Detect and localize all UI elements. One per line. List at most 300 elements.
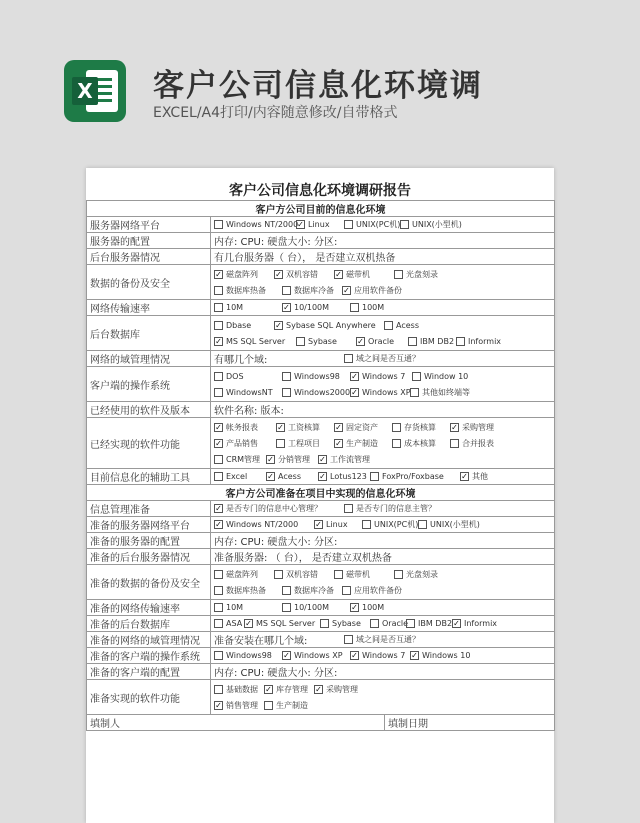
option[interactable] xyxy=(214,700,264,711)
checked-checkbox[interactable]: ✓ xyxy=(453,619,460,628)
options-line xyxy=(214,601,551,614)
table-row xyxy=(87,469,555,485)
option-label: Linux xyxy=(326,520,348,529)
option[interactable] xyxy=(356,337,408,346)
checkbox[interactable] xyxy=(214,570,223,579)
option[interactable] xyxy=(266,472,318,481)
checked-checkbox[interactable]: ✓ xyxy=(275,269,282,279)
options-line xyxy=(214,566,551,582)
option[interactable] xyxy=(392,422,450,433)
row-label: 已经实现的软件功能 xyxy=(87,418,211,469)
survey-table xyxy=(86,200,555,731)
section-header-row xyxy=(87,201,555,217)
option[interactable] xyxy=(318,454,388,465)
options-line xyxy=(214,435,551,451)
option-label: 库存管理 xyxy=(276,684,308,694)
checkbox[interactable] xyxy=(282,372,291,381)
option-label: UNIX(小型机) xyxy=(430,520,480,529)
option-label: 采购管理 xyxy=(326,684,358,694)
checkbox[interactable] xyxy=(362,520,371,529)
checkbox[interactable] xyxy=(344,635,353,644)
row-label: 客户端的操作系统 xyxy=(87,367,211,402)
option-label: 成本核算 xyxy=(404,438,436,448)
option-label: 双机容错 xyxy=(286,569,318,579)
option[interactable] xyxy=(350,603,410,612)
row-value xyxy=(211,249,555,265)
option[interactable] xyxy=(214,285,282,296)
checkbox[interactable] xyxy=(412,372,421,381)
table-row xyxy=(87,549,555,565)
checkbox[interactable] xyxy=(214,388,223,397)
option-label: 数据库热备 xyxy=(226,285,266,295)
option-label: FoxPro/Foxbase xyxy=(382,472,444,481)
fill-date-label: 填制日期 xyxy=(385,715,555,731)
checked-checkbox[interactable]: ✓ xyxy=(297,220,304,229)
checkbox[interactable] xyxy=(350,303,359,312)
row-value xyxy=(211,367,555,402)
banner xyxy=(0,0,640,160)
options-line xyxy=(214,582,551,598)
option-label: 磁带机 xyxy=(346,269,370,279)
option[interactable] xyxy=(344,353,444,364)
free-text: 内存: CPU: 硬盘大小: 分区: xyxy=(214,537,338,548)
checkbox[interactable] xyxy=(392,423,401,432)
option[interactable] xyxy=(214,651,282,660)
checkbox[interactable] xyxy=(344,504,353,513)
checked-checkbox[interactable]: ✓ xyxy=(245,619,252,628)
option[interactable] xyxy=(214,269,274,280)
option-label: Window 10 xyxy=(424,371,469,381)
option[interactable] xyxy=(452,619,500,628)
checked-checkbox[interactable]: ✓ xyxy=(335,422,342,432)
option-label: WindowsNT xyxy=(226,387,273,397)
checked-checkbox[interactable]: ✓ xyxy=(351,603,358,612)
option-label: 分销管理 xyxy=(278,454,310,464)
row-value xyxy=(211,565,555,600)
checked-checkbox[interactable]: ✓ xyxy=(215,422,222,432)
banner-subtitle: EXCEL/A4打印/内容随意修改/自带格式 xyxy=(153,105,398,121)
option[interactable] xyxy=(214,472,266,481)
option[interactable] xyxy=(334,569,394,580)
option-label: 数据库冷备 xyxy=(294,285,334,295)
option[interactable] xyxy=(342,285,422,296)
option[interactable] xyxy=(214,503,344,514)
table-row xyxy=(87,249,555,265)
option[interactable] xyxy=(264,684,314,695)
option-label: 销售管理 xyxy=(226,700,258,710)
row-label: 服务器网络平台 xyxy=(87,217,211,233)
option-label: Windows XP xyxy=(294,651,343,660)
option[interactable] xyxy=(214,454,266,465)
option-label: 100M xyxy=(362,603,385,612)
option[interactable] xyxy=(296,220,344,229)
inline-label: 有哪几个域: xyxy=(214,355,268,366)
option[interactable] xyxy=(214,569,274,580)
checked-checkbox[interactable]: ✓ xyxy=(319,472,326,481)
row-value xyxy=(211,600,555,616)
option[interactable] xyxy=(214,603,282,612)
table-row xyxy=(87,501,555,517)
options-line xyxy=(214,218,551,231)
option[interactable] xyxy=(214,438,276,449)
row-value xyxy=(211,265,555,300)
row-value xyxy=(211,316,555,351)
free-text: 内存: CPU: 硬盘大小: 分区: xyxy=(214,237,338,248)
option[interactable] xyxy=(450,422,506,433)
checkbox[interactable] xyxy=(406,619,415,628)
option[interactable] xyxy=(214,388,282,397)
option-label: Sybase xyxy=(332,619,361,628)
row-value xyxy=(211,217,555,233)
checked-checkbox[interactable]: ✓ xyxy=(315,520,322,529)
checked-checkbox[interactable]: ✓ xyxy=(215,520,222,529)
checkbox[interactable] xyxy=(320,619,329,628)
option[interactable] xyxy=(362,519,418,530)
checkbox[interactable] xyxy=(408,337,417,346)
option-label: Windows98 xyxy=(294,371,340,381)
option-label: 数据库冷备 xyxy=(294,585,334,595)
row-label: 准备的网络的域管理情况 xyxy=(87,632,211,648)
option[interactable] xyxy=(276,422,334,433)
row-label: 服务器的配置 xyxy=(87,233,211,249)
checkbox[interactable] xyxy=(274,570,283,579)
option-label: Sybase xyxy=(308,336,337,346)
checked-checkbox[interactable]: ✓ xyxy=(277,422,284,432)
option[interactable] xyxy=(282,303,350,312)
option[interactable] xyxy=(282,585,342,596)
checked-checkbox[interactable]: ✓ xyxy=(319,454,326,464)
option[interactable] xyxy=(408,337,456,346)
checkbox[interactable] xyxy=(342,586,351,595)
row-label: 网络的域管理情况 xyxy=(87,351,211,367)
option[interactable] xyxy=(214,585,282,596)
options-line xyxy=(214,681,551,697)
option[interactable] xyxy=(344,503,454,514)
document-sheet xyxy=(86,168,554,823)
checkbox[interactable] xyxy=(392,439,401,448)
option-label: Excel xyxy=(226,472,248,481)
option[interactable] xyxy=(394,269,454,280)
row-label: 后台数据库 xyxy=(87,316,211,351)
row-label: 数据的备份及安全 xyxy=(87,265,211,300)
table-row xyxy=(87,632,555,648)
option[interactable] xyxy=(214,303,282,312)
option-label: UNIX(小型机) xyxy=(412,220,462,229)
checkbox[interactable] xyxy=(282,586,291,595)
option[interactable] xyxy=(276,438,334,449)
option[interactable] xyxy=(266,454,318,465)
option[interactable] xyxy=(342,585,422,596)
options-line xyxy=(214,333,551,349)
option[interactable] xyxy=(214,520,314,529)
option[interactable] xyxy=(460,471,500,482)
options-line xyxy=(214,384,551,400)
document-title: 客户公司信息化环境调研报告 xyxy=(229,183,411,199)
checkbox[interactable] xyxy=(282,286,291,295)
checked-checkbox[interactable]: ✓ xyxy=(451,422,458,432)
option-label: IBM DB2 xyxy=(420,336,455,346)
section-title: 客户方公司目前的信息化环境 xyxy=(87,201,555,217)
checkbox[interactable] xyxy=(334,570,343,579)
table-row xyxy=(87,600,555,616)
option[interactable] xyxy=(214,372,282,381)
table-row xyxy=(87,233,555,249)
row-label: 准备实现的软件功能 xyxy=(87,680,211,715)
checkbox[interactable] xyxy=(450,439,459,448)
option-label: 固定资产 xyxy=(346,422,378,432)
row-label: 准备的服务器的配置 xyxy=(87,533,211,549)
option-label: Acess xyxy=(278,472,301,481)
filled-by-label: 填制人 xyxy=(87,715,385,731)
option[interactable] xyxy=(314,520,362,529)
option[interactable] xyxy=(350,372,412,381)
checked-checkbox[interactable]: ✓ xyxy=(335,269,342,279)
row-label: 准备的数据的备份及安全 xyxy=(87,565,211,600)
option-label: Windows 7 xyxy=(362,371,406,381)
table-row xyxy=(87,648,555,664)
option-label: Windows2000 xyxy=(294,387,351,397)
excel-letter: X xyxy=(72,77,98,105)
checkbox[interactable] xyxy=(214,321,223,330)
option[interactable] xyxy=(334,438,392,449)
option[interactable] xyxy=(214,337,296,346)
checkbox[interactable] xyxy=(214,303,223,312)
option-label: MS SQL Server xyxy=(256,619,316,628)
checkbox[interactable] xyxy=(344,354,353,363)
option-label: 光盘刻录 xyxy=(406,269,438,279)
checkbox[interactable] xyxy=(214,472,223,481)
checkbox[interactable] xyxy=(214,286,223,295)
row-value xyxy=(211,402,555,418)
checked-checkbox[interactable]: ✓ xyxy=(283,303,290,312)
option-label: DOS xyxy=(226,371,244,381)
table-row xyxy=(87,418,555,469)
inline-label: 准备安装在哪几个域: xyxy=(214,636,308,647)
option-label: 10M xyxy=(226,303,244,312)
option-label: 生产制造 xyxy=(276,700,308,710)
options-line xyxy=(214,282,551,298)
option-label: Lotus123 xyxy=(330,472,367,481)
option-label: 磁盘阵列 xyxy=(226,569,258,579)
options-line xyxy=(214,649,551,662)
option[interactable] xyxy=(318,472,370,481)
table-row xyxy=(87,680,555,715)
option[interactable] xyxy=(334,269,394,280)
checked-checkbox[interactable]: ✓ xyxy=(343,285,350,295)
checkbox[interactable] xyxy=(410,388,419,397)
checkbox[interactable] xyxy=(456,337,465,346)
option[interactable] xyxy=(350,651,410,660)
option[interactable] xyxy=(400,219,470,230)
excel-icon xyxy=(64,60,126,122)
option[interactable] xyxy=(406,619,452,628)
options-line xyxy=(214,301,551,314)
checked-checkbox[interactable]: ✓ xyxy=(275,320,282,330)
option[interactable] xyxy=(392,438,450,449)
checkbox[interactable] xyxy=(214,685,223,694)
option[interactable] xyxy=(344,634,444,645)
row-label: 信息管理准备 xyxy=(87,501,211,517)
option-label: Informix xyxy=(464,619,498,628)
option-label: 工资核算 xyxy=(288,422,320,432)
checkbox[interactable] xyxy=(418,520,427,529)
option[interactable] xyxy=(214,619,244,628)
checked-checkbox[interactable]: ✓ xyxy=(351,387,358,397)
option[interactable] xyxy=(418,519,488,530)
row-label: 准备的客户端的配置 xyxy=(87,664,211,680)
checkbox[interactable] xyxy=(282,388,291,397)
checked-checkbox[interactable]: ✓ xyxy=(267,454,274,464)
checkbox[interactable] xyxy=(370,472,379,481)
row-value xyxy=(211,549,555,565)
checked-checkbox[interactable]: ✓ xyxy=(283,651,290,660)
table-row xyxy=(87,402,555,418)
table-row xyxy=(87,517,555,533)
checked-checkbox[interactable]: ✓ xyxy=(267,472,274,481)
option-label: 是否专门的信息中心管理？ xyxy=(226,504,322,513)
checkbox[interactable] xyxy=(214,455,223,464)
option[interactable] xyxy=(282,372,350,381)
checkbox[interactable] xyxy=(214,603,223,612)
option-label: 10/100M xyxy=(294,603,330,612)
option[interactable] xyxy=(282,388,350,397)
checked-checkbox[interactable]: ✓ xyxy=(315,684,322,694)
checked-checkbox[interactable]: ✓ xyxy=(215,269,222,279)
option[interactable] xyxy=(314,684,374,695)
option-label: 10/100M xyxy=(294,303,330,312)
checkbox[interactable] xyxy=(214,586,223,595)
checked-checkbox[interactable]: ✓ xyxy=(335,438,342,448)
checkbox[interactable] xyxy=(400,220,409,229)
checkbox[interactable] xyxy=(264,701,273,710)
options-line xyxy=(214,368,551,384)
options-line xyxy=(214,697,551,713)
option[interactable] xyxy=(320,619,370,628)
checkbox[interactable] xyxy=(344,220,353,229)
option-label: Informix xyxy=(468,336,502,346)
option-label: MS SQL Server xyxy=(226,336,286,346)
option[interactable] xyxy=(296,337,356,346)
option[interactable] xyxy=(412,372,468,381)
option[interactable] xyxy=(410,651,471,660)
option-label: 双机容错 xyxy=(286,269,318,279)
checkbox[interactable] xyxy=(394,270,403,279)
option[interactable] xyxy=(450,438,506,449)
checkbox[interactable] xyxy=(214,619,223,628)
checked-checkbox[interactable]: ✓ xyxy=(411,651,418,660)
option-label: 磁盘阵列 xyxy=(226,269,258,279)
checkbox[interactable] xyxy=(296,337,305,346)
option[interactable] xyxy=(214,321,274,330)
row-label: 网络传输速率 xyxy=(87,300,211,316)
option[interactable] xyxy=(456,337,506,346)
row-label: 后台服务器情况 xyxy=(87,249,211,265)
checked-checkbox[interactable]: ✓ xyxy=(357,336,364,346)
checked-checkbox[interactable]: ✓ xyxy=(215,336,222,346)
option[interactable] xyxy=(350,303,410,312)
option[interactable] xyxy=(274,569,334,580)
checkbox[interactable] xyxy=(282,603,291,612)
option-label: Oracle xyxy=(368,336,395,346)
checkbox[interactable] xyxy=(276,439,285,448)
option[interactable] xyxy=(334,422,392,433)
option[interactable] xyxy=(394,569,454,580)
option-label: IBM DB2 xyxy=(418,619,453,628)
free-text: 内存: CPU: 硬盘大小: 分区: xyxy=(214,668,338,679)
option[interactable] xyxy=(214,684,264,695)
option-label: 是否专门的信息主管？ xyxy=(356,504,436,513)
checked-checkbox[interactable]: ✓ xyxy=(461,472,468,481)
option-label: 磁带机 xyxy=(346,569,370,579)
checkbox[interactable] xyxy=(370,619,379,628)
table-row xyxy=(87,565,555,600)
options-line xyxy=(214,419,551,435)
checked-checkbox[interactable]: ✓ xyxy=(265,684,272,694)
checked-checkbox[interactable]: ✓ xyxy=(215,700,222,710)
option[interactable] xyxy=(274,269,334,280)
option[interactable] xyxy=(214,422,276,433)
option[interactable] xyxy=(282,651,350,660)
option-label: 其他如终端等 xyxy=(422,387,470,397)
checkbox[interactable] xyxy=(214,220,223,229)
option[interactable] xyxy=(264,700,324,711)
option-label: Dbase xyxy=(226,320,252,330)
option-label: Windows NT/2000 xyxy=(226,520,299,529)
option-label: 采购管理 xyxy=(462,422,494,432)
checkbox[interactable] xyxy=(384,321,393,330)
option[interactable] xyxy=(274,321,384,330)
free-text: 准备服务器: （ 台）， 是否建立双机热备 xyxy=(214,553,392,564)
row-value xyxy=(211,469,555,485)
checkbox[interactable] xyxy=(214,372,223,381)
row-value xyxy=(211,300,555,316)
option[interactable] xyxy=(384,321,434,330)
option[interactable] xyxy=(282,603,350,612)
row-label: 准备的服务器网络平台 xyxy=(87,517,211,533)
option-label: 应用软件备份 xyxy=(354,285,402,295)
option-label: 100M xyxy=(362,303,385,312)
table-row xyxy=(87,616,555,632)
option[interactable] xyxy=(370,619,409,628)
checkbox[interactable] xyxy=(394,570,403,579)
option[interactable] xyxy=(282,285,342,296)
checkbox[interactable] xyxy=(214,651,223,660)
option[interactable] xyxy=(244,619,320,628)
checked-checkbox[interactable]: ✓ xyxy=(215,438,222,448)
option[interactable] xyxy=(214,220,299,229)
checked-checkbox[interactable]: ✓ xyxy=(215,504,222,513)
option[interactable] xyxy=(370,472,460,481)
free-text: 有几台服务器（ 台）， 是否建立双机热备 xyxy=(214,253,396,264)
checked-checkbox[interactable]: ✓ xyxy=(351,651,358,660)
option-label: 域之间是否互通？ xyxy=(356,354,420,363)
option[interactable] xyxy=(410,387,470,398)
option-label: 应用软件备份 xyxy=(354,585,402,595)
option-label: Windows 7 xyxy=(362,651,406,660)
option-label: 存货核算 xyxy=(404,422,436,432)
option-label: 光盘刻录 xyxy=(406,569,438,579)
option[interactable] xyxy=(350,388,410,397)
option[interactable] xyxy=(344,219,400,230)
option-label: UNIX(PC机) xyxy=(374,520,419,529)
row-value xyxy=(211,616,555,632)
row-label: 准备的后台服务器情况 xyxy=(87,549,211,565)
option-label: 工程项目 xyxy=(288,438,320,448)
option-label: UNIX(PC机) xyxy=(356,220,401,229)
option-label: Linux xyxy=(308,220,330,229)
row-label: 准备的后台数据库 xyxy=(87,616,211,632)
checked-checkbox[interactable]: ✓ xyxy=(351,371,358,381)
